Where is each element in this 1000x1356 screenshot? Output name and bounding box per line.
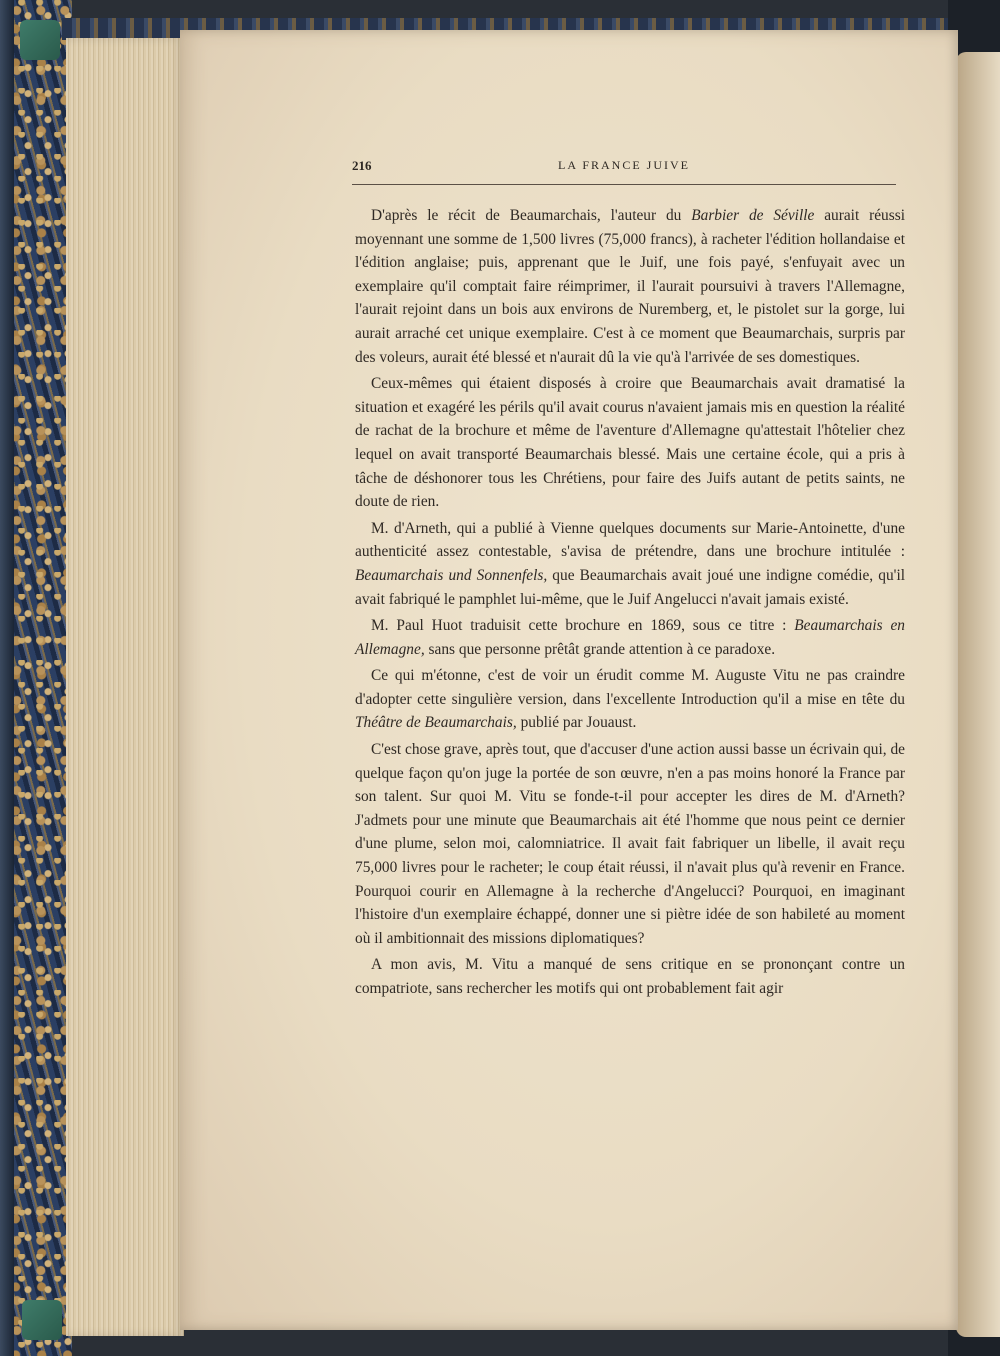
paragraph [355, 738, 905, 950]
paragraph-text: D'après le récit de Beaumarchais, l'auteur du [371, 207, 692, 224]
italic-title-text: Barbier de Séville [691, 207, 815, 224]
page-stack-edge [66, 38, 184, 1336]
paragraph-text: A mon avis, M. Vitu a manqué de sens critique en se prononçant contre un compatriote, sans rechercher les motifs qui ont probablement fait agir [355, 956, 905, 997]
paragraph [355, 204, 905, 369]
paragraph [355, 664, 905, 735]
italic-title-text: Beaumarchais en Allemagne, [355, 617, 905, 658]
cover-corner-bottom [22, 1300, 62, 1340]
paragraph-text: que Beaumarchais avait joué une indigne comédie, qu'il avait fabriqué le pamphlet lui-même, que le Juif Angelucci n'avait jamais existé. [355, 566, 905, 608]
page-number: 216 [352, 158, 372, 173]
italic-title-text: Beaumarchais und Sonnenfels, [355, 566, 548, 584]
running-title: LA FRANCE JUIVE [557, 158, 690, 172]
paragraph-text: publié par Jouaust. [516, 714, 637, 732]
page-header [352, 156, 896, 185]
marbled-cover-edge [0, 0, 72, 1356]
paragraph [355, 614, 905, 661]
italic-title-text: Théâtre de Beaumarchais, [355, 714, 517, 732]
cover-corner-top [20, 20, 60, 60]
body-text [355, 204, 905, 1004]
paragraph [355, 372, 905, 514]
paragraph [355, 517, 905, 611]
paragraph-text: aurait réussi moyennant une somme de 1,500 livres (75,000 francs), à racheter l'édition hollandaise et l'édition anglaise; puis, apprenant que le Juif, une fois payé, s'enfuyait avec un exemplaire qu'il comptait faire réimprimer, il l'aurait poursuivi à travers l'Allemagne, l'aurait rejoint dans un bois aux environs de Nuremberg, et, le pistolet sur la gorge, lui aurait arraché cet unique exemplaire. C'est à ce moment que Beaumarchais, surpris par des voleurs, aurait été blessé et n'aurait dû la vie qu'à l'arrivée de ses domestiques. [355, 207, 905, 366]
facing-page-edge [956, 52, 1000, 1337]
paragraph-text: Ceux-mêmes qui étaient disposés à croire que Beaumarchais avait dramatisé la situation et exagéré les périls qu'il avait courus n'avaient jamais mis en question la réalité de rachat de la brochure et même de l'aventure d'Allemagne qu'attestait l'hôtelier chez lequel on avait transporté Beaumarchais blessé. Mais une certaine école, qui a pris à tâche de déshonorer tous les Chrétiens, pour faire des Juifs autant de petits saints, ne doute de rien. [355, 375, 905, 511]
paragraph-text: sans que personne prêtât grande attention à ce paradoxe. [424, 640, 776, 658]
paragraph-text: M. Paul Huot traduisit cette brochure en 1869, sous ce titre : [371, 617, 795, 635]
paragraph-text: C'est chose grave, après tout, que d'accuser d'une action aussi basse un écrivain qui, de quelque façon qu'on juge la portée de son œuvre, n'en a pas moins honoré la France par son talent. Sur quoi M. Vitu se fonde-t-il pour accepter les dires de M. d'Arneth? J'admets pour une minute que Beaumarchais ait été l'homme que nous peint ce dernier d'une plume, selon moi, calomniatrice. Il avait fait fabriquer un libelle, il avait reçu 75,000 livres pour le racheter; le coup était réussi, il n'avait plus qu'à revenir en France. Pourquoi courir en Allemagne à la recherche d'Angelucci? Pourquoi, en imaginant l'histoire d'un exemplaire échappé, donner une si piètre idée de son habileté au moment où il ambitionnait des missions diplomatiques? [355, 741, 905, 947]
paragraph-text: M. d'Arneth, qui a publié à Vienne quelques documents sur Marie-Antoinette, d'une authenticité assez contestable, s'avisa de prétendre, dans une brochure intitulée : [355, 519, 905, 561]
paragraph-text: Ce qui m'étonne, c'est de voir un érudit comme M. Auguste Vitu ne pas craindre d'adopter cette singulière version, dans l'excellente Introduction qu'il a mise en tête du [355, 667, 905, 708]
paragraph [355, 953, 905, 1000]
